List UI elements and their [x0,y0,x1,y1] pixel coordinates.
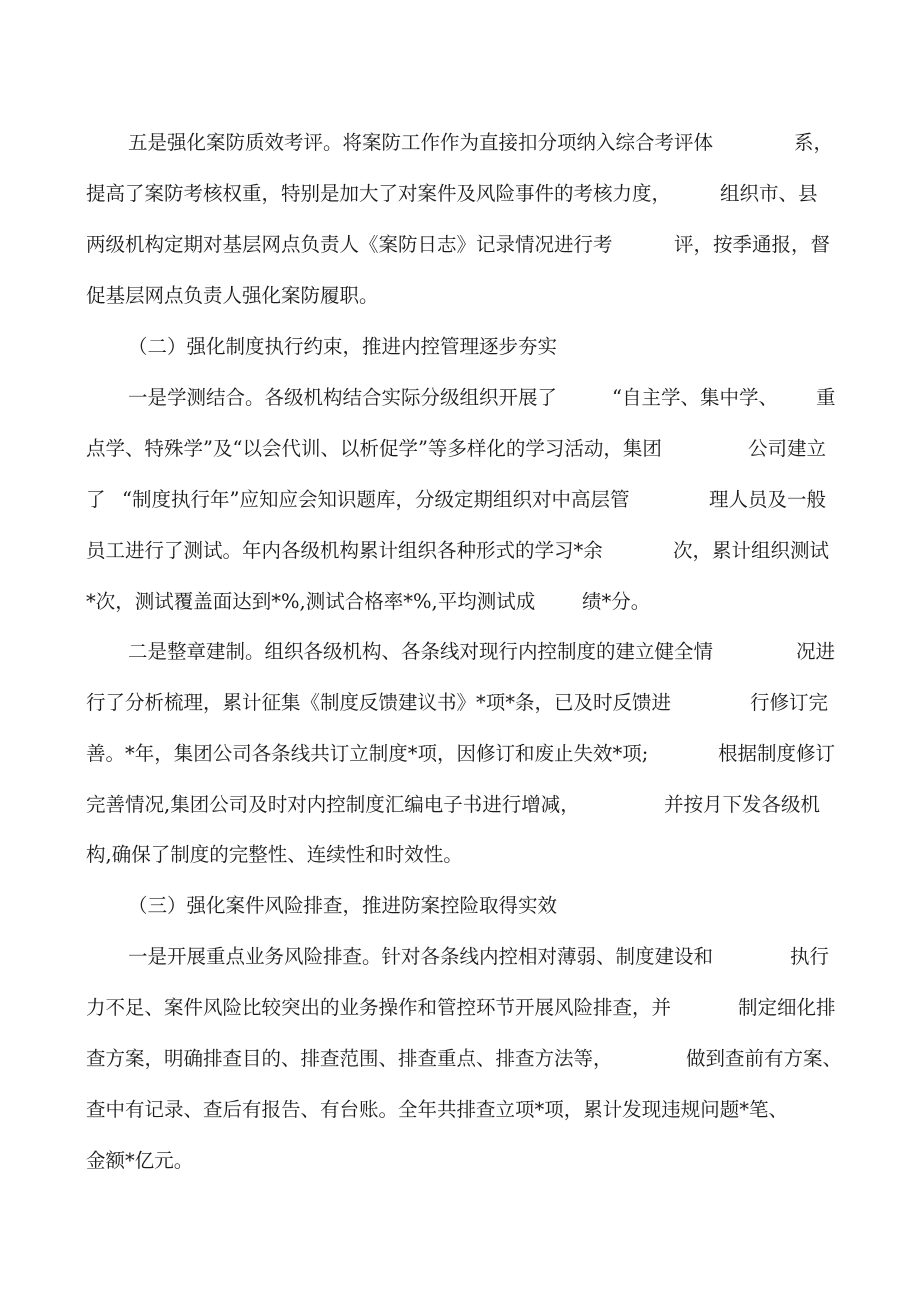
text-segment: 力不足、案件风险比较突出的业务操作和管控环节开展风险排查，并 [86,996,672,1019]
section-heading-2 [0,332,920,362]
paragraph-4-line-2 [0,993,920,1023]
paragraph-1-line-4 [0,281,920,311]
text-segment: 一是开展重点业务风险排查。针对各条线内控相对薄弱、制度建设和 [128,945,714,968]
text-segment: 两级机构定期对基层网点负责人《案防日志》记录情况进行考 [86,233,613,256]
text-segment: 系， [794,131,834,154]
paragraph-4-line-3 [0,1044,920,1074]
text-segment: “制度执行年”应知应会知识题库，分级定期组织对中高层管 [122,488,630,511]
text-segment: 执行 [790,945,830,968]
paragraph-1-line-1 [0,128,920,158]
text-segment: 重 [816,386,836,409]
text-segment: 做到查前有方案、 [686,1047,843,1070]
text-segment: 点学、特殊学”及“以会代训、以析促学”等多样化的学习活动，集团 [86,437,662,460]
text-segment: 理人员及一般 [709,488,827,511]
text-segment: *次，测试覆盖面达到*%,测试合格率*%,平均测试成 [86,590,536,613]
paragraph-4-line-5 [0,1146,920,1176]
text-segment: 构,确保了制度的完整性、连续性和时效性。 [86,843,463,866]
text-segment: 评，按季通报，督 [674,233,831,256]
paragraph-3-line-1 [0,637,920,667]
text-segment: 金额*亿元。 [86,1149,194,1172]
paragraph-3-line-2 [0,688,920,718]
paragraph-3-line-4 [0,790,920,820]
heading-text: （三）强化案件风险排查，推进防案控险取得实效 [128,894,558,917]
text-segment: 行了分析梳理，累计征集《制度反馈建议书》*项*条，已及时反馈进 [86,691,672,714]
text-segment: 查中有记录、查后有报告、有台账。全年共排查立项*项，累计发现违规问题*笔、 [86,1098,789,1121]
text-segment: 查方案，明确排查目的、排查范围、排查重点、排查方法等， [86,1047,613,1070]
section-heading-3 [0,891,920,921]
text-segment: 五是强化案防质效考评。将案防工作作为直接扣分项纳入综合考评体 [128,131,714,154]
text-segment: 完善情况,集团公司及时对内控制度汇编电子书进行增减， [86,793,580,816]
text-segment: 公司建立 [748,437,827,460]
paragraph-2-line-1 [0,383,920,413]
paragraph-2-line-3 [0,485,920,515]
paragraph-2-line-2 [0,434,920,464]
text-segment: “自主学、集中学、 [612,386,778,409]
paragraph-1-line-3 [0,230,920,260]
text-segment: 并按月下发各级机 [664,793,821,816]
text-segment: 提高了案防考核权重，特别是加大了对案件及风险事件的考核力度， [86,182,672,205]
text-segment: 绩*分。 [582,590,651,613]
text-segment: 了 [86,488,106,511]
paragraph-2-line-5 [0,587,920,617]
text-segment: 员工进行了测试。年内各级机构累计组织各种形式的学习*余 [86,539,603,562]
text-segment: 一是学测结合。各级机构结合实际分级组织开展了 [128,386,558,409]
text-segment: 组织市、县 [720,182,818,205]
paragraph-3-line-5 [0,840,920,870]
text-segment: 次，累计组织测试 [673,539,830,562]
paragraph-4-line-1 [0,942,920,972]
text-segment: 根据制度修订 [718,742,836,765]
text-segment: 行修订完 [750,691,829,714]
text-segment: 况进 [796,640,836,663]
text-segment: 二是整章建制。组织各级机构、各条线对现行内控制度的建立健全情 [128,640,714,663]
text-segment: 善。*年，集团公司各条线共订立制度*项，因修订和废止失效*项; [86,742,649,765]
paragraph-3-line-3 [0,739,920,769]
paragraph-2-line-4 [0,536,920,566]
heading-text: （二）强化制度执行约束，推进内控管理逐步夯实 [128,335,558,358]
paragraph-4-line-4 [0,1095,920,1125]
text-segment: 制定细化排 [738,996,836,1019]
paragraph-1-line-2 [0,179,920,209]
text-segment: 促基层网点负责人强化案防履职。 [86,284,379,307]
